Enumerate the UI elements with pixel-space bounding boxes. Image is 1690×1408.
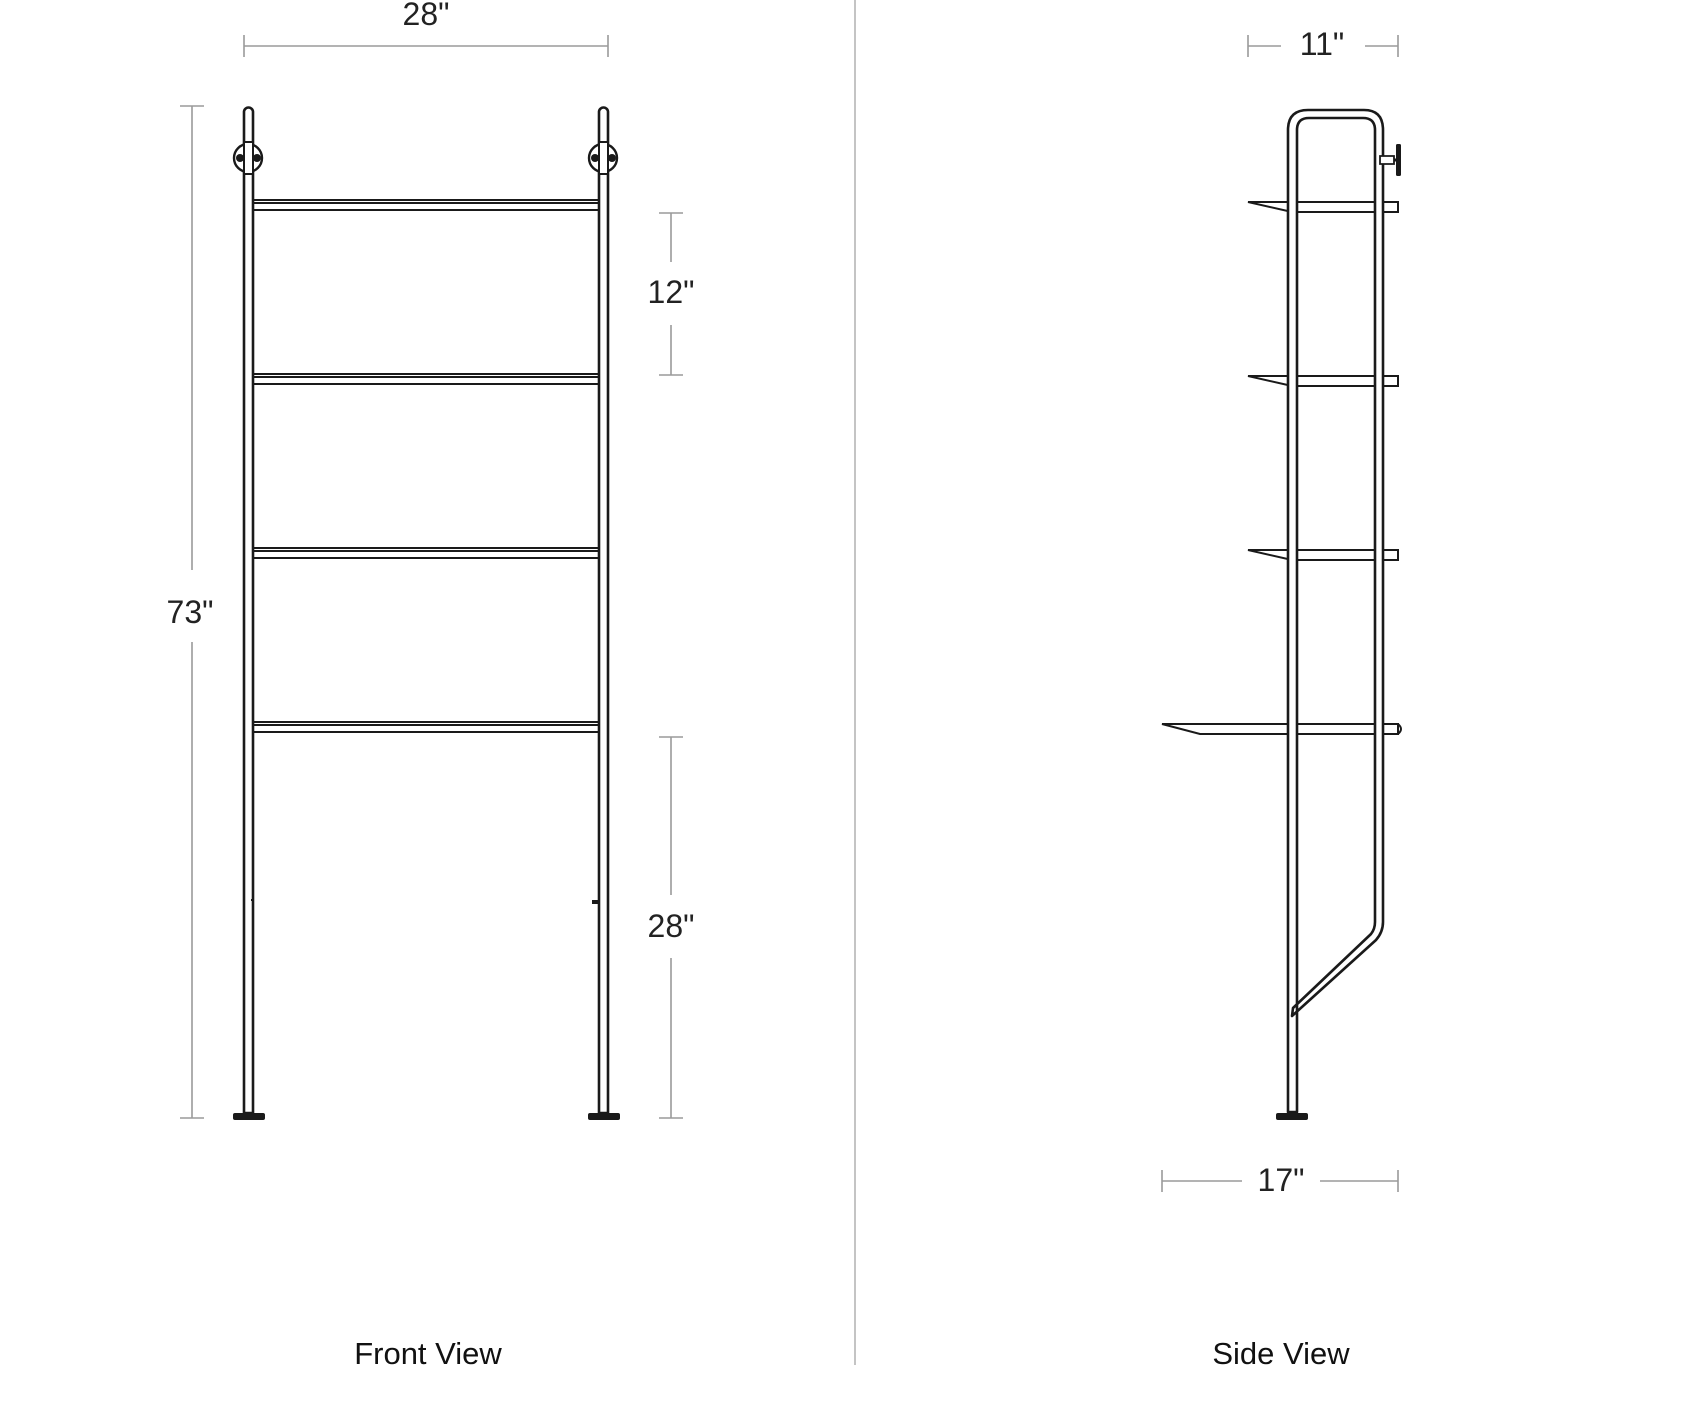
front-shelf [252, 548, 600, 558]
front-wall-anchors [234, 142, 617, 174]
side-base-depth-label: 17" [1257, 1162, 1305, 1198]
side-base-depth-dimension [1162, 1162, 1398, 1198]
front-shelf [252, 374, 600, 384]
front-width-dimension [244, 0, 608, 57]
side-shelf-bottom-deep [1162, 724, 1401, 734]
front-bottom-clearance-label: 28" [647, 908, 695, 944]
side-top-depth-dimension [1248, 26, 1398, 62]
side-foot [1276, 1113, 1308, 1120]
right-wall-anchor-icon [589, 142, 617, 174]
front-view-title: Front View [354, 1336, 502, 1371]
front-bottom-clearance-dimension [648, 737, 695, 1118]
front-width-label: 28" [402, 0, 450, 32]
side-shelves [1162, 202, 1401, 734]
front-view [167, 0, 695, 1371]
front-feet [233, 1113, 620, 1120]
side-view [1162, 26, 1401, 1371]
front-right-post [599, 108, 608, 1114]
left-wall-anchor-icon [234, 142, 262, 174]
side-frame-outer [1288, 110, 1383, 1112]
front-shelf-spacing-dimension [648, 213, 695, 375]
front-shelf [252, 722, 600, 732]
front-shelf [252, 200, 600, 210]
front-left-foot [233, 1113, 265, 1120]
front-height-label: 73" [166, 594, 214, 630]
front-height-dimension [167, 106, 214, 1118]
front-right-foot [588, 1113, 620, 1120]
side-top-depth-label: 11" [1299, 26, 1345, 62]
front-posts [244, 108, 608, 1114]
front-left-post [244, 108, 253, 1114]
front-shelf-spacing-label: 12" [647, 274, 695, 310]
front-shelves [252, 200, 600, 732]
side-frame [1276, 110, 1383, 1120]
side-view-title: Side View [1212, 1336, 1350, 1371]
